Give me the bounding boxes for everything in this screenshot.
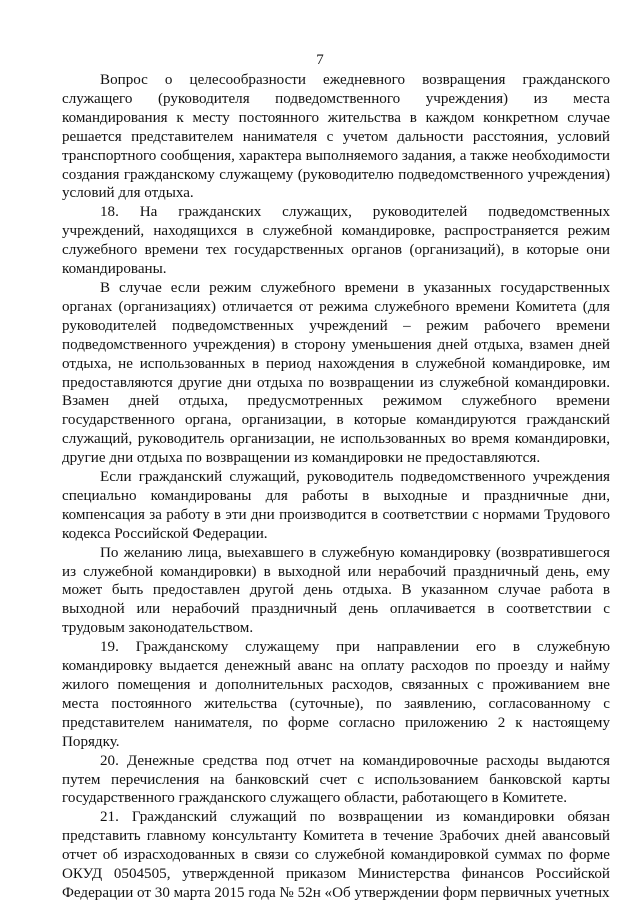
paragraph-19-advance: 19. Гражданскому служащему при направлении его в служебную командировку выдается денежный аванс на оплату расходов по проезду и найму жилого помещения и дополнительных расходов, связанных с проживанием вне места постоянного жительства (суточные), по заявлению, согласованному с представителем нанимателя, по форме согласно приложению 2 к настоящему Порядку. bbox=[62, 639, 610, 750]
paragraph-holiday-compensation: Если гражданский служащий, руководитель подведомственного учреждения специально командированы для работы в выходные и праздничные дни, компенсация за работу в эти дни производится в соответствии с нормами Трудового кодекса Российской Федерации. bbox=[62, 469, 610, 542]
paragraph-18-work-schedule: 18. На гражданских служащих, руководителей подведомственных учреждений, находящихся в служебной командировке, распространяется режим служебного времени тех государственных органов (организаций), в которые они командированы. bbox=[62, 204, 610, 278]
paragraph-return-question: Вопрос о целесообразности ежедневного возвращения гражданского служащего (руководителя подведомственного учреждения) из места командирования к месту постоянного жительства в каждом конкретном случае решается представителем нанимателя с учетом дальности расстояния, условий транспортного сообщения, характера выполняемого задания, а также необходимости создания гражданскому служащему (руководителю подведомственного учреждения) условий для отдыха. bbox=[62, 72, 610, 202]
paragraph-21-expense-report: 21. Гражданский служащий по возвращении из командировки обязан представить главному консультанту Комитета в течение 3рабочих дней авансовый отчет об израсходованных в связи со служебной командировкой суммах по форме ОКУД 0504505, утвержденной приказом Министерства финансов Российской Федерации от 30 марта 2015 года № 52н «Об утверждении форм первичных учетных bbox=[62, 809, 610, 901]
paragraph-day-off-request: По желанию лица, выехавшего в служебную командировку (возвратившегося из служебной командировки) в выходной или нерабочий праздничный день, ему может быть предоставлен другой день отдыха. В указанном случае работа в выходной или нерабочий праздничный день оплачивается в соответствии с трудовым законодательством. bbox=[62, 544, 610, 637]
paragraph-rest-days: В случае если режим служебного времени в указанных государственных органах (организациях) отличается от режима служебного времени Комитета (для руководителей подведомственных учреждений – режим рабочего времени подведомственного учреждения) в сторону уменьшения дней отдыха, взамен дней отдыха, не использованных в период нахождения в служебной командировке, им предоставляются другие дни отдыха по возвращении из служебной командировки. Взамен дней отдыха, предусмотренных режимом служебного времени государственного органа, организации, в которые командируются гражданский служащий, руководитель организации, не использованных во время командировки, другие дни отдыха по возвращении из командировки не предоставляются. bbox=[62, 279, 610, 467]
document-body bbox=[62, 71, 610, 903]
page-number: 7 bbox=[316, 52, 324, 68]
paragraph-20-bank-transfer: 20. Денежные средства под отчет на командировочные расходы выдаются путем перечисления на банковский счет с использованием банковской карты государственного гражданского служащего области, работающего в Комитете. bbox=[62, 752, 610, 807]
